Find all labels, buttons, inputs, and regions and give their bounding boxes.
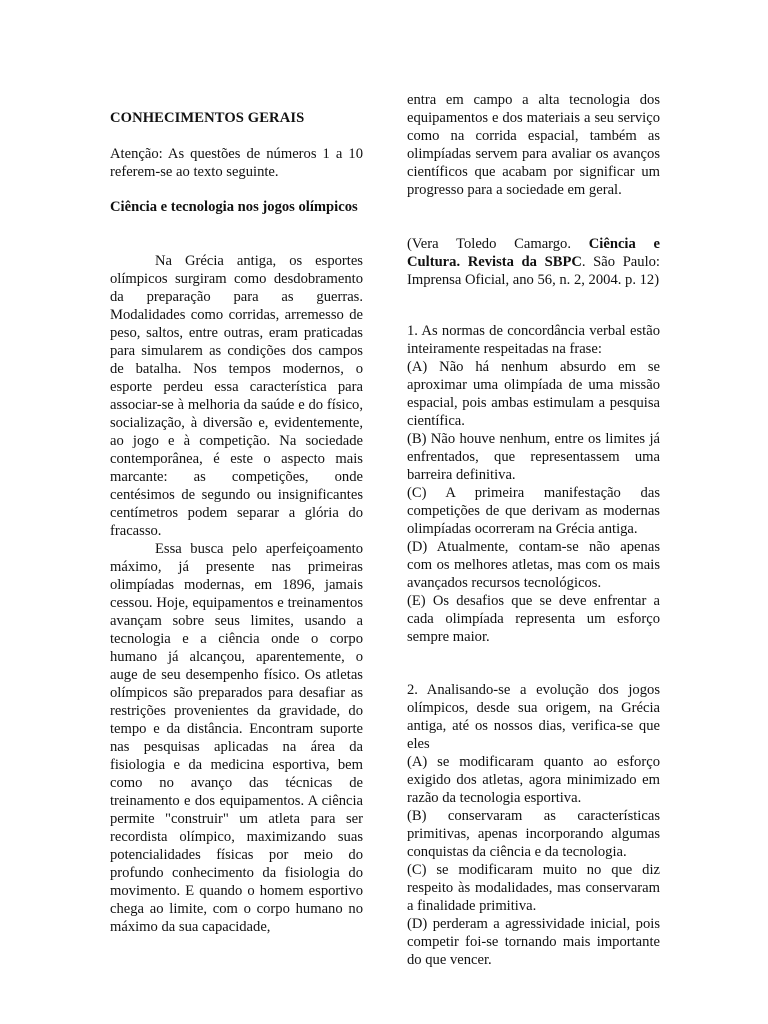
- question-1-option-a: (A) Não há nenhum absurdo em se aproximar uma olimpíada de uma missão espacial, pois ambas estimulam a pesquisa científica.: [407, 359, 660, 429]
- question-2-option-c: (C) se modificaram muito no que diz respeito às modalidades, mas conservaram a finalidade primitiva.: [407, 862, 660, 914]
- source-citation: [407, 235, 660, 289]
- question-1-option-d: (D) Atualmente, contam-se não apenas com os melhores atletas, mas com os mais avançados recursos tecnológicos.: [407, 539, 660, 591]
- question-1: [407, 322, 660, 646]
- article-paragraph-1: Na Grécia antiga, os esportes olímpicos surgiram como desdobramento da preparação para as guerras. Modalidades como corridas, arremesso de peso, saltos, entre outras, eram praticadas para simularem as condições dos campos de batalha. Nos tempos modernos, o esporte perdeu essa característica para associar-se à melhoria da saúde e do físico, socialização, à diversão e, evidentemente, ao jogo e à competição. Na sociedade contemporânea, é este o aspecto mais marcante: as competições, onde centésimos de segundo ou insignificantes centímetros podem separar a glória do fracasso.: [110, 253, 363, 539]
- article-continuation: entra em campo a alta tecnologia dos equipamentos e dos materiais a seu serviço como na corrida espacial, também as olimpíadas servem para avaliar os avanços científicos que acabam por significar um progresso para a sociedade em geral.: [407, 92, 660, 198]
- notice-text: Atenção: As questões de números 1 a 10 referem-se ao texto seguinte.: [110, 146, 363, 180]
- article-body: [110, 252, 363, 936]
- question-1-stem: 1. As normas de concordância verbal estão inteiramente respeitadas na frase:: [407, 323, 660, 357]
- question-2-stem: 2. Analisando-se a evolução dos jogos olímpicos, desde sua origem, na Grécia antiga, até os nossos dias, verifica-se que eles: [407, 682, 660, 752]
- citation-prefix: (Vera Toledo Camargo.: [407, 236, 589, 252]
- question-1-option-e: (E) Os desafios que se deve enfrentar a cada olimpíada representa um esforço sempre maior.: [407, 593, 660, 645]
- question-2-option-d: (D) perderam a agressividade inicial, pois competir foi-se tornando mais importante do que vencer.: [407, 916, 660, 968]
- article-title: Ciência e tecnologia nos jogos olímpicos: [110, 199, 358, 215]
- section-heading: CONHECIMENTOS GERAIS: [110, 110, 305, 126]
- question-1-option-c: (C) A primeira manifestação das competições de que derivam as modernas olimpíadas ocorreram na Grécia antiga.: [407, 485, 660, 537]
- question-2-option-b: (B) conservaram as características primitivas, apenas incorporando algumas conquistas da ciência e da tecnologia.: [407, 808, 660, 860]
- citation-journal: Ciência e Cultura. Revista da SBPC: [407, 236, 660, 270]
- question-2-option-a: (A) se modificaram quanto ao esforço exigido dos atletas, agora minimizado em razão da tecnologia esportiva.: [407, 754, 660, 806]
- question-1-option-b: (B) Não houve nenhum, entre os limites já enfrentados, que representassem uma barreira definitiva.: [407, 431, 660, 483]
- citation-suffix: . São Paulo: Imprensa Oficial, ano 56, n. 2, 2004. p. 12): [407, 254, 660, 288]
- article-paragraph-2: Essa busca pelo aperfeiçoamento máximo, já presente nas primeiras olimpíadas modernas, em 1896, jamais cessou. Hoje, equipamentos e treinamentos avançam sobre seus limites, usando a tecnologia e a ciência onde o corpo humano já alcançou, aparentemente, o auge de seu desempenho físico. Os atletas olímpicos são preparados para desafiar as restrições provenientes da gravidade, do tempo e da distância. Encontram suporte nas pesquisas aplicadas na área da fisiologia e da medicina esportiva, bem como no avanço das técnicas de treinamento e dos equipamentos. A ciência permite "construir" um atleta para ser recordista olímpico, maximizando suas potencialidades físicas por meio do profundo conhecimento da fisiologia do movimento. E quando o homem esportivo chega ao limite, com o corpo humano no máximo da sua capacidade,: [110, 541, 363, 935]
- question-2: [407, 681, 660, 969]
